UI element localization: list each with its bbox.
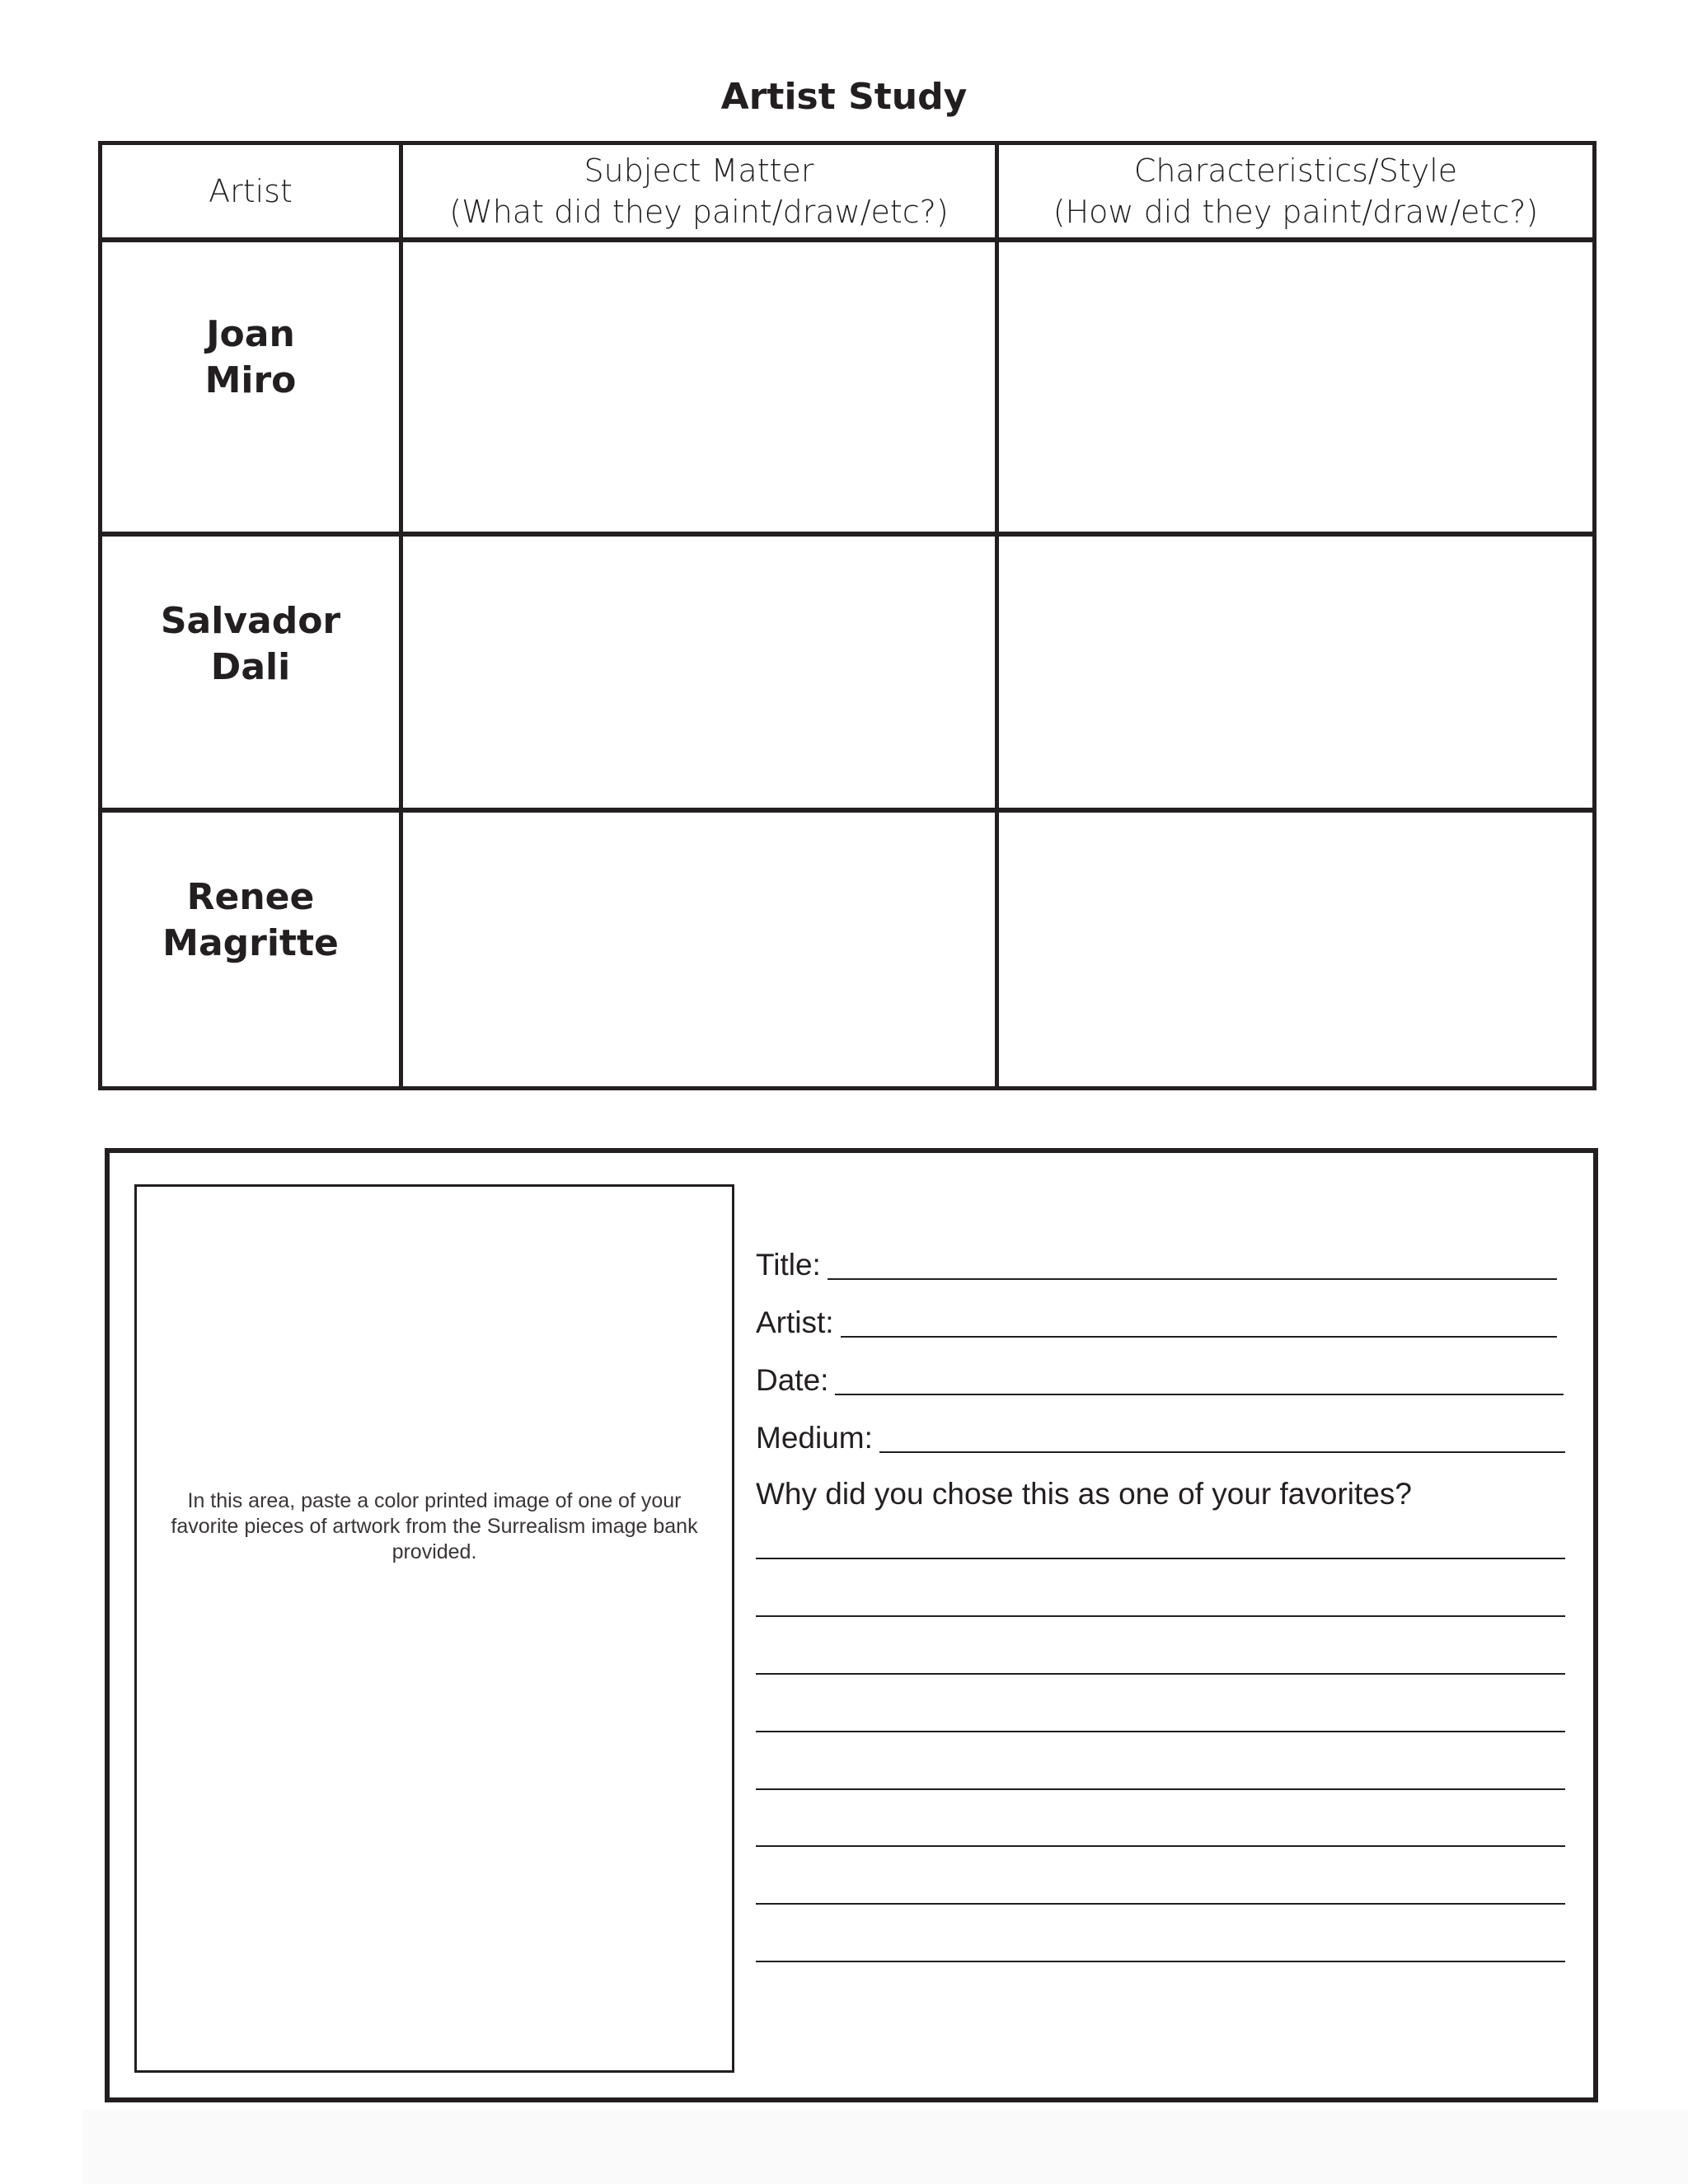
header-artist [102, 145, 399, 237]
medium-label: Medium: [756, 1421, 873, 1455]
favorite-artwork-section [105, 1148, 1598, 2102]
answer-line[interactable] [756, 1903, 1565, 1905]
artist-name-dali [102, 598, 399, 691]
artist-first-name: Renee [186, 876, 315, 918]
title-field[interactable] [756, 1242, 1557, 1283]
medium-field[interactable] [756, 1415, 1565, 1456]
paste-instructions: In this area, paste a color printed image of one of your favorite pieces of artwork from the Surrealism image bank provided. [171, 1489, 698, 1563]
artist-study-table [98, 141, 1597, 1090]
answer-line[interactable] [756, 1961, 1565, 1962]
date-field[interactable] [756, 1357, 1564, 1399]
header-subject-matter [403, 145, 995, 237]
date-line[interactable] [835, 1394, 1564, 1395]
artwork-paste-area[interactable] [134, 1184, 734, 2073]
answer-line[interactable] [756, 1845, 1565, 1847]
answer-line[interactable] [756, 1615, 1565, 1617]
header-artist-label: Artist [209, 173, 293, 209]
artist-last-name: Dali [210, 646, 291, 688]
favorite-question: Why did you chose this as one of your favorites? [756, 1477, 1412, 1511]
page-title: Artist Study [720, 76, 968, 118]
date-label: Date: [756, 1363, 829, 1397]
answer-line[interactable] [756, 1731, 1565, 1732]
answer-line[interactable] [756, 1673, 1565, 1675]
title-line[interactable] [828, 1278, 1557, 1280]
medium-line[interactable] [879, 1451, 1565, 1453]
artist-name-magritte [102, 874, 399, 967]
header-characteristics-style-hint: (How did they paint/draw/etc?) [1053, 194, 1539, 230]
answer-line[interactable] [756, 1558, 1565, 1559]
artist-name-miro [102, 312, 399, 404]
artist-field[interactable] [756, 1300, 1557, 1341]
magritte-characteristics-cell[interactable] [999, 813, 1592, 1086]
artist-line[interactable] [841, 1336, 1557, 1338]
artist-last-name: Miro [204, 359, 297, 401]
page-bottom-shade [82, 2110, 1688, 2184]
header-characteristics-style-label: Characteristics/Style [1133, 152, 1458, 189]
title-label: Title: [756, 1248, 821, 1282]
header-subject-matter-hint: (What did they paint/draw/etc?) [449, 194, 949, 230]
header-characteristics-style [999, 145, 1592, 237]
dali-subject-matter-cell[interactable] [403, 537, 995, 808]
miro-subject-matter-cell[interactable] [403, 242, 995, 532]
answer-line[interactable] [756, 1788, 1565, 1790]
magritte-subject-matter-cell[interactable] [403, 813, 995, 1086]
artist-last-name: Magritte [162, 922, 339, 964]
artist-first-name: Joan [206, 313, 295, 355]
dali-characteristics-cell[interactable] [999, 537, 1592, 808]
artist-first-name: Salvador [160, 600, 341, 642]
header-subject-matter-label: Subject Matter [584, 152, 814, 189]
artist-label: Artist: [756, 1305, 834, 1339]
miro-characteristics-cell[interactable] [999, 242, 1592, 532]
